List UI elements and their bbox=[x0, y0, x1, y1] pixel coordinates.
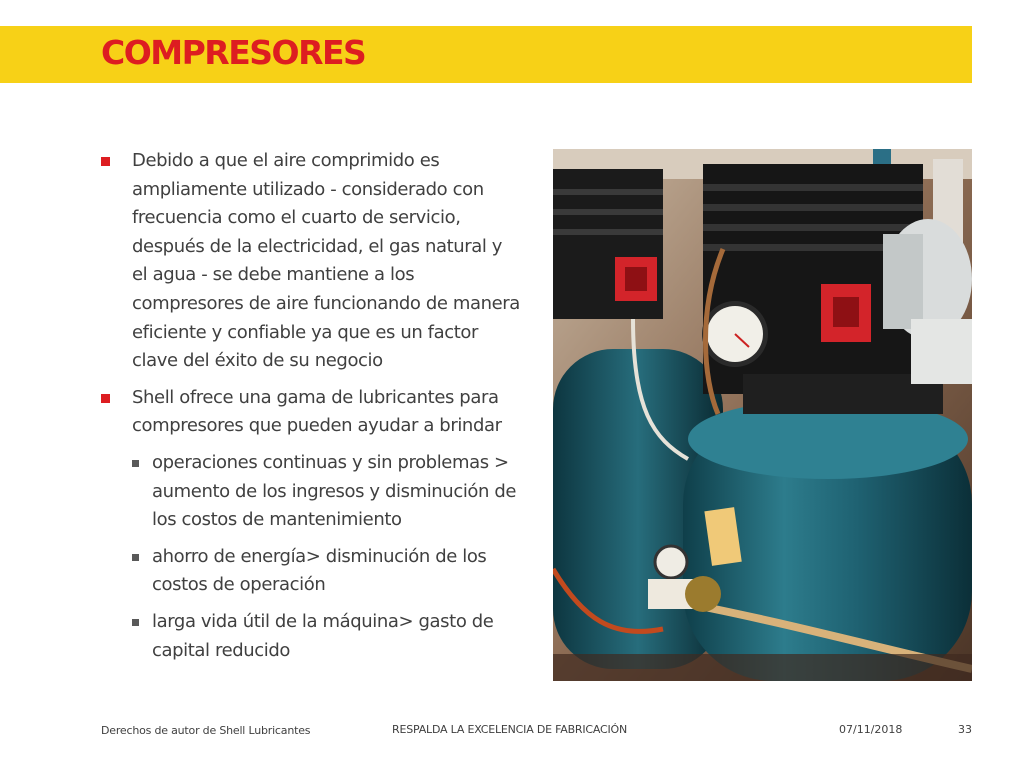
footer-copyright: Derechos de autor de Shell Lubricantes bbox=[101, 724, 311, 737]
bullet-square-icon bbox=[101, 394, 110, 403]
bullet-item bbox=[101, 384, 521, 441]
bullet-text: Debido a que el aire comprimido es ampliamente utilizado - considerado con frecuencia como el cuarto de servicio, después de la electricidad, el gas natural y el agua - se debe mantiene a los compresores de aire funcionando de manera eficiente y confiable ya que es un factor clave del éxito de su negocio bbox=[132, 150, 520, 372]
page-number: 33 bbox=[958, 723, 972, 736]
sub-bullet-item bbox=[132, 608, 521, 665]
sub-bullet-text: larga vida útil de la máquina> gasto de capital reducido bbox=[152, 610, 494, 661]
sub-bullet-text: ahorro de energía> disminución de los costos de operación bbox=[152, 545, 487, 596]
compressor-photo bbox=[553, 149, 972, 681]
sub-bullet-item bbox=[132, 449, 521, 535]
bullet-item bbox=[101, 147, 521, 376]
sub-bullet-square-icon bbox=[132, 554, 139, 561]
slide-content bbox=[101, 147, 521, 673]
footer-tagline: RESPALDA LA EXCELENCIA DE FABRICACIÓN bbox=[392, 723, 628, 736]
sub-bullet-item bbox=[132, 543, 521, 600]
bullet-text: Shell ofrece una gama de lubricantes para compresores que pueden ayudar a brindar bbox=[132, 386, 502, 437]
compressor-illustration bbox=[553, 149, 972, 681]
footer-date: 07/11/2018 bbox=[839, 723, 903, 736]
sub-bullet-square-icon bbox=[132, 619, 139, 626]
sub-bullet-square-icon bbox=[132, 460, 139, 467]
bullet-square-icon bbox=[101, 157, 110, 166]
slide-title: COMPRESORES bbox=[101, 33, 366, 72]
sub-bullet-text: operaciones continuas y sin problemas > aumento de los ingresos y disminución de los costos de mantenimiento bbox=[152, 451, 517, 531]
